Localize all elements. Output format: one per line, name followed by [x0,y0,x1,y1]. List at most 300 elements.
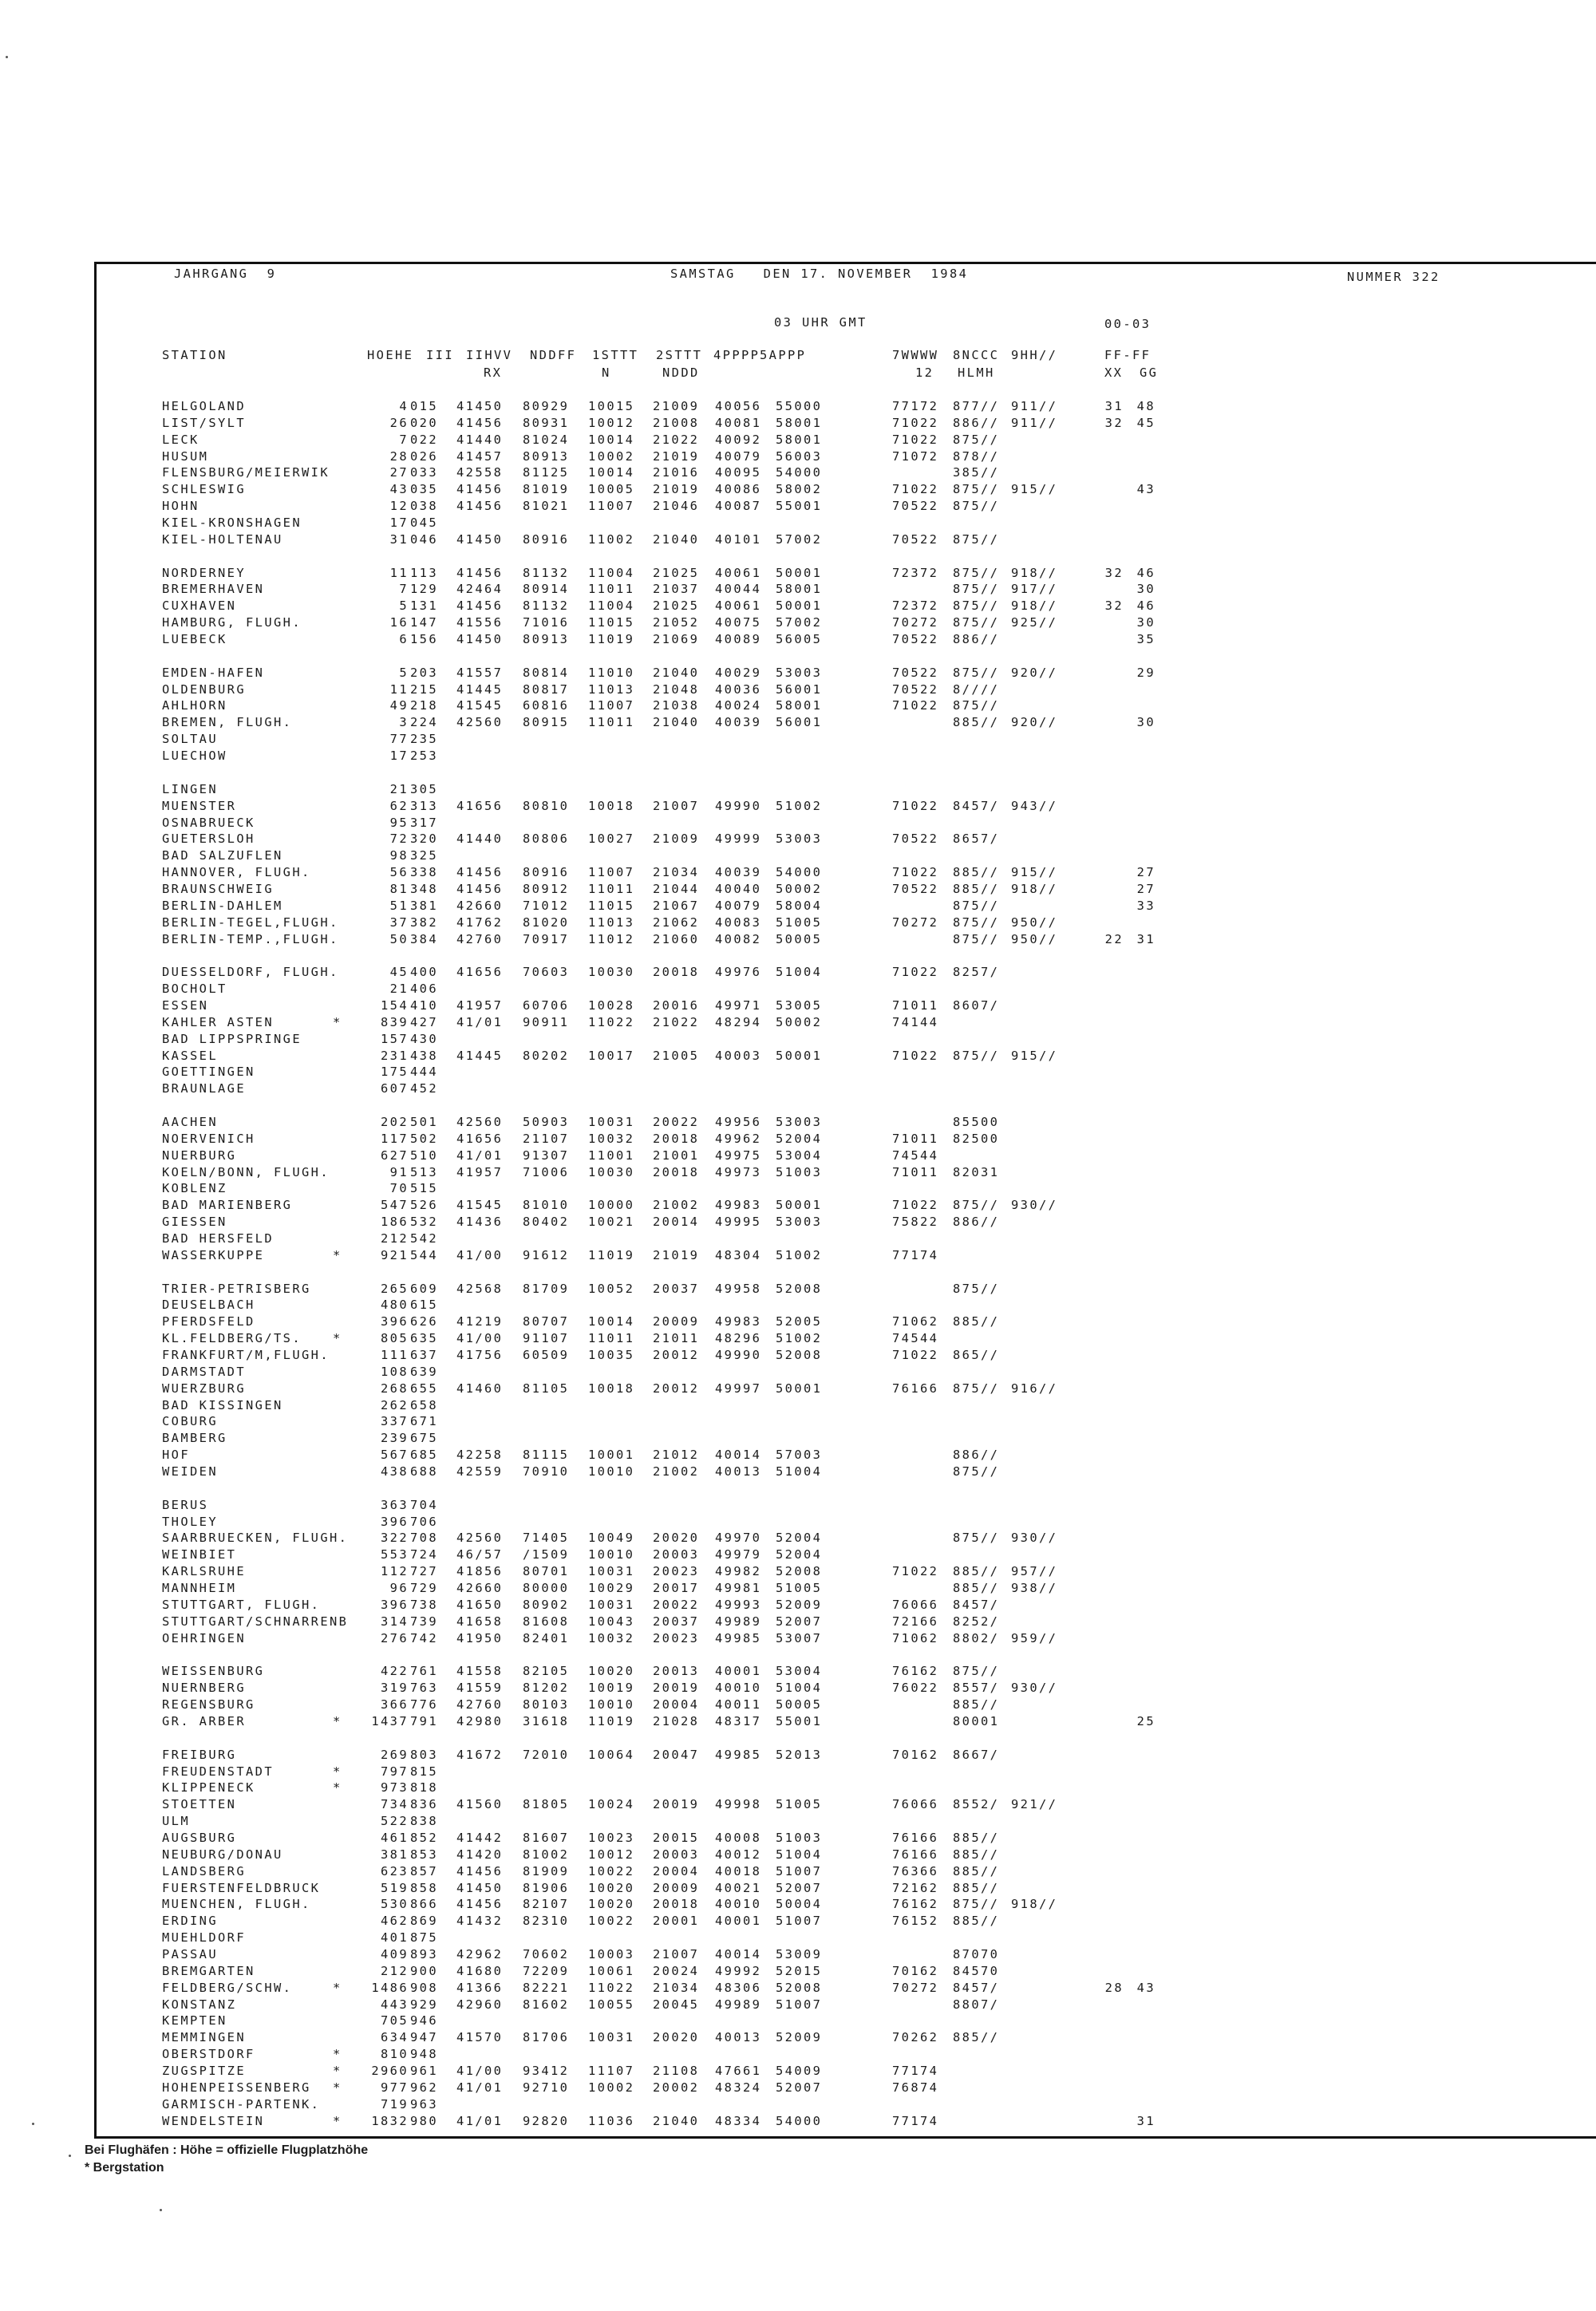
cell-iii: 962 [410,2080,438,2095]
cell-hoehe: 319 [381,1681,409,1696]
cell-4pppp: 40014 [715,1946,762,1961]
cell-station: FELDBERG/SCHW. [162,1980,293,1995]
table-row [0,1231,1596,1247]
cell-iii: 215 [410,681,438,697]
cell-nddff: 80915 [523,715,570,730]
column-subheader: 12 [915,365,934,380]
table-row [0,1681,1596,1697]
cell-9hh: 925// [1011,615,1058,630]
cell-5appp: 51002 [776,798,823,813]
cell-iii: 675 [410,1431,438,1446]
cell-iii: 818 [410,1780,438,1795]
table-row [0,482,1596,498]
cell-8nccc: 8252/ [953,1614,1000,1629]
cell-8nccc: 885// [953,1581,1000,1596]
cell-2sttt: 20018 [653,1131,700,1146]
cell-station: THOLEY [162,1514,218,1529]
table-row [0,1930,1596,1946]
cell-iihvv: 41456 [456,565,504,580]
cell-2sttt: 20037 [653,1614,700,1629]
cell-8nccc: 877// [953,399,1000,413]
cell-nddff: 80000 [523,1581,570,1596]
cell-5appp: 57002 [776,615,823,630]
table-row [0,1065,1596,1080]
cell-nddff: 82105 [523,1664,570,1679]
cell-nddff: 31618 [523,1713,570,1728]
cell-5appp: 52007 [776,1614,823,1629]
cell-nddff: 80806 [523,832,570,847]
cell-nddff: 80810 [523,798,570,813]
cell-1sttt: 11012 [588,931,635,946]
cell-hoehe: 154 [381,997,409,1013]
cell-hoehe: 4 [399,399,409,413]
cell-1sttt: 10002 [588,2080,635,2095]
cell-1sttt: 10020 [588,1897,635,1912]
table-row [0,2030,1596,2046]
cell-9hh: 911// [1011,415,1058,430]
cell-hoehe: 81 [389,881,409,896]
cell-4pppp: 40061 [715,598,762,614]
cell-5appp: 53004 [776,1664,823,1679]
cell-9hh: 920// [1011,715,1058,730]
cell-7wwww: 75822 [892,1215,939,1230]
cell-1sttt: 11001 [588,1148,635,1163]
table-row [0,1531,1596,1547]
cell-1sttt: 10032 [588,1131,635,1146]
cell-station: OLDENBURG [162,681,246,697]
cell-iihvv: 41680 [456,1963,504,1978]
cell-8nccc: 885// [953,1847,1000,1862]
cell-4pppp: 40036 [715,681,762,697]
cell-nddff: 80912 [523,881,570,896]
column-header: 8NCCC [953,348,1000,362]
cell-5appp: 51004 [776,1847,823,1862]
cell-2sttt: 20003 [653,1547,700,1562]
cell-station: WUERZBURG [162,1381,246,1396]
cell-8nccc: 8552/ [953,1797,1000,1812]
table-row [0,465,1596,481]
cell-7wwww: 76162 [892,1664,939,1679]
cell-7wwww: 71022 [892,965,939,980]
cell-4pppp: 40012 [715,1847,762,1862]
cell-7wwww: 71022 [892,698,939,713]
cell-1sttt: 10015 [588,399,635,413]
cell-7wwww: 70522 [892,832,939,847]
scan-speck [69,2155,71,2157]
cell-7wwww: 70272 [892,615,939,630]
cell-iii: 317 [410,815,438,830]
cell-iii: 900 [410,1963,438,1978]
cell-7wwww: 70272 [892,915,939,930]
cell-7wwww: 72166 [892,1614,939,1629]
cell-8nccc: 8457/ [953,1980,1000,1995]
cell-2sttt: 21028 [653,1713,700,1728]
row-spacer [0,1731,1596,1747]
cell-1sttt: 10031 [588,2030,635,2045]
cell-2sttt: 20009 [653,1314,700,1329]
cell-4pppp: 49998 [715,1797,762,1812]
table-row [0,1032,1596,1048]
cell-iii: 406 [410,982,438,997]
cell-1sttt: 10012 [588,1847,635,1862]
footnote-airport: Bei Flughäfen : Höhe = offizielle Flugplatzhöhe [85,2143,369,2157]
cell-hoehe: 108 [381,1364,409,1379]
cell-iii: 430 [410,1031,438,1046]
cell-hoehe: 5 [399,665,409,680]
row-spacer [0,1648,1596,1664]
cell-station: BERLIN-DAHLEM [162,898,283,913]
cell-9hh: 930// [1011,1681,1058,1696]
table-row [0,816,1596,832]
cell-2sttt: 20001 [653,1914,700,1929]
cell-7wwww: 74544 [892,1331,939,1346]
cell-ff-gg: 30 [1136,615,1156,630]
cell-4pppp: 40024 [715,698,762,713]
table-row [0,782,1596,798]
cell-nddff: 81019 [523,482,570,497]
cell-iihvv: 41856 [456,1564,504,1579]
cell-nddff: 91107 [523,1331,570,1346]
table-row [0,1365,1596,1381]
footnote-mountain: * Bergstation [85,2161,164,2175]
cell-4pppp: 49970 [715,1531,762,1546]
cell-station: BAMBERG [162,1431,227,1446]
cell-hoehe: 719 [381,2096,409,2112]
cell-5appp: 51003 [776,1164,823,1179]
cell-4pppp: 40095 [715,465,762,480]
cell-2sttt: 20012 [653,1348,700,1363]
cell-nddff: 81132 [523,598,570,614]
cell-8nccc: 8257/ [953,965,1000,980]
cell-hoehe: 705 [381,2013,409,2029]
cell-iihvv: 41/00 [456,1247,504,1262]
cell-hoehe: 480 [381,1298,409,1313]
cell-station: ZUGSPITZE [162,2064,246,2078]
cell-nddff: 81709 [523,1281,570,1296]
cell-hoehe: 396 [381,1314,409,1329]
cell-iihvv: 41/00 [456,2064,504,2078]
cell-5appp: 51004 [776,965,823,980]
cell-2sttt: 21048 [653,681,700,697]
cell-5appp: 55001 [776,499,823,514]
cell-1sttt: 11011 [588,881,635,896]
cell-hoehe: 262 [381,1397,409,1412]
cell-5appp: 53005 [776,997,823,1013]
cell-8nccc: 885// [953,1880,1000,1895]
cell-iii: 235 [410,732,438,747]
cell-station: DEUSELBACH [162,1298,255,1313]
cell-mountain-flag: * [333,1713,342,1728]
cell-mountain-flag: * [333,1014,342,1029]
cell-iii: 858 [410,1880,438,1895]
cell-nddff: 81602 [523,1997,570,2012]
table-row [0,1115,1596,1131]
cell-hoehe: 7 [399,432,409,447]
cell-5appp: 56003 [776,448,823,464]
cell-station: LUECHOW [162,749,227,764]
cell-hoehe: 839 [381,1014,409,1029]
cell-hoehe: 31 [389,531,409,547]
cell-station: HAMBURG, FLUGH. [162,615,302,630]
cell-4pppp: 40044 [715,582,762,597]
period-label: 00-03 [1104,317,1152,331]
table-row [0,749,1596,764]
cell-hoehe: 6 [399,632,409,647]
column-subheader: GG [1140,365,1159,380]
table-row [0,1498,1596,1514]
cell-nddff: 90911 [523,1014,570,1029]
table-row [0,1448,1596,1464]
cell-station: REGENSBURG [162,1697,255,1713]
cell-iii: 708 [410,1531,438,1546]
cell-9hh: 943// [1011,798,1058,813]
table-row [0,1914,1596,1930]
cell-5appp: 50005 [776,931,823,946]
cell-iii: 156 [410,632,438,647]
cell-nddff: 80913 [523,448,570,464]
table-row [0,865,1596,881]
cell-7wwww: 71022 [892,432,939,447]
cell-nddff: 92710 [523,2080,570,2095]
cell-7wwww: 77174 [892,2064,939,2078]
cell-iii: 224 [410,715,438,730]
cell-hoehe: 438 [381,1464,409,1479]
cell-station: MUENCHEN, FLUGH. [162,1897,311,1912]
cell-nddff: 60706 [523,997,570,1013]
cell-2sttt: 20002 [653,2080,700,2095]
cell-ff-gg: 48 [1136,399,1156,413]
cell-hoehe: 95 [389,815,409,830]
cell-iii: 727 [410,1564,438,1579]
cell-station: AUGSBURG [162,1830,237,1845]
cell-1sttt: 10010 [588,1464,635,1479]
cell-7wwww: 77174 [892,1247,939,1262]
cell-station: STOETTEN [162,1797,237,1812]
cell-iihvv: 42560 [456,1114,504,1129]
cell-iihvv: 41456 [456,881,504,896]
table-row [0,499,1596,515]
table-row [0,915,1596,931]
cell-nddff: 80103 [523,1697,570,1713]
table-row [0,2097,1596,2113]
cell-1sttt: 11011 [588,582,635,597]
cell-hoehe: 322 [381,1531,409,1546]
cell-iii: 869 [410,1914,438,1929]
table-row [0,1198,1596,1214]
cell-4pppp: 48304 [715,1247,762,1262]
cell-2sttt: 21007 [653,1946,700,1961]
cell-iii: 203 [410,665,438,680]
cell-4pppp: 40008 [715,1830,762,1845]
cell-iii: 035 [410,482,438,497]
column-header: 7WWWW [892,348,939,362]
cell-iihvv: 42559 [456,1464,504,1479]
cell-iii: 305 [410,781,438,796]
cell-station: KLIPPENECK [162,1780,255,1795]
cell-8nccc: 886// [953,632,1000,647]
cell-iii: 763 [410,1681,438,1696]
cell-2sttt: 21044 [653,881,700,896]
cell-hoehe: 607 [381,1081,409,1096]
cell-8nccc: 875// [953,1464,1000,1479]
cell-iii: 022 [410,432,438,447]
cell-nddff: 70603 [523,965,570,980]
cell-station: BAD MARIENBERG [162,1198,293,1213]
cell-8nccc: 875// [953,482,1000,497]
table-row [0,1314,1596,1330]
cell-iihvv: 41656 [456,798,504,813]
cell-iihvv: 42660 [456,898,504,913]
cell-4pppp: 48294 [715,1014,762,1029]
cell-nddff: 81125 [523,465,570,480]
cell-station: KASSEL [162,1048,218,1063]
cell-1sttt: 10027 [588,832,635,847]
cell-4pppp: 40092 [715,432,762,447]
cell-hoehe: 265 [381,1281,409,1296]
cell-station: BERLIN-TEMP.,FLUGH. [162,931,339,946]
cell-iii: 501 [410,1114,438,1129]
table-row [0,1981,1596,1997]
cell-4pppp: 48334 [715,2113,762,2128]
cell-2sttt: 21040 [653,2113,700,2128]
cell-nddff: 72209 [523,1963,570,1978]
cell-iii: 129 [410,582,438,597]
cell-4pppp: 40087 [715,499,762,514]
cell-nddff: 80814 [523,665,570,680]
cell-4pppp: 49999 [715,832,762,847]
cell-5appp: 57003 [776,1448,823,1463]
cell-9hh: 915// [1011,865,1058,880]
cell-5appp: 52009 [776,2030,823,2045]
cell-4pppp: 48306 [715,1980,762,1995]
cell-4pppp: 40089 [715,632,762,647]
table-row [0,1964,1596,1980]
table-row [0,1464,1596,1480]
cell-iihvv: 41762 [456,915,504,930]
cell-station: DARMSTADT [162,1364,246,1379]
cell-hoehe: 49 [389,698,409,713]
cell-1sttt: 10024 [588,1797,635,1812]
cell-8nccc: 875// [953,1664,1000,1679]
cell-2sttt: 20014 [653,1215,700,1230]
cell-2sttt: 20037 [653,1281,700,1296]
cell-nddff: 81608 [523,1614,570,1629]
cell-ff-xx: 31 [1104,399,1124,413]
cell-hoehe: 2960 [371,2064,409,2078]
cell-station: FUERSTENFELDBRUCK [162,1880,321,1895]
cell-5appp: 53003 [776,1215,823,1230]
cell-iii: 320 [410,832,438,847]
cell-2sttt: 21002 [653,1464,700,1479]
table-row [0,1015,1596,1031]
cell-hoehe: 409 [381,1946,409,1961]
cell-iihvv: 41658 [456,1614,504,1629]
cell-8nccc: 875// [953,898,1000,913]
cell-nddff: 82310 [523,1914,570,1929]
cell-hoehe: 72 [389,832,409,847]
cell-2sttt: 20015 [653,1830,700,1845]
issue-number: NUMMER 322 [1347,270,1440,284]
cell-7wwww: 76066 [892,1597,939,1612]
cell-2sttt: 20022 [653,1597,700,1612]
cell-9hh: 921// [1011,1797,1058,1812]
cell-hoehe: 401 [381,1930,409,1946]
cell-8nccc: 885// [953,865,1000,880]
cell-7wwww: 70162 [892,1963,939,1978]
cell-iihvv: 41450 [456,1880,504,1895]
cell-iihvv: 41456 [456,598,504,614]
date-label: SAMSTAG DEN 17. NOVEMBER 1984 [670,267,969,281]
table-row [0,1581,1596,1597]
cell-7wwww: 70522 [892,499,939,514]
cell-7wwww: 71022 [892,798,939,813]
column-header: 9HH// [1011,348,1058,362]
cell-station: HUSUM [162,448,209,464]
cell-station: MEMMINGEN [162,2030,246,2045]
cell-station: LIST/SYLT [162,415,246,430]
cell-ff-gg: 33 [1136,898,1156,913]
cell-ff-gg: 27 [1136,865,1156,880]
cell-5appp: 58001 [776,432,823,447]
cell-iihvv: 41450 [456,531,504,547]
cell-hoehe: 12 [389,499,409,514]
cell-1sttt: 11036 [588,2113,635,2128]
cell-iii: 526 [410,1198,438,1213]
cell-ff-xx: 32 [1104,565,1124,580]
cell-iii: 875 [410,1930,438,1946]
cell-2sttt: 21069 [653,632,700,647]
cell-8nccc: 875// [953,665,1000,680]
cell-hoehe: 231 [381,1048,409,1063]
cell-hoehe: 21 [389,781,409,796]
cell-iihvv: 42760 [456,931,504,946]
cell-nddff: 81706 [523,2030,570,2045]
cell-2sttt: 21011 [653,1331,700,1346]
cell-iihvv: 42258 [456,1448,504,1463]
cell-5appp: 52009 [776,1597,823,1612]
cell-1sttt: 10021 [588,1215,635,1230]
cell-2sttt: 21025 [653,598,700,614]
cell-iihvv: 41756 [456,1348,504,1363]
cell-5appp: 55000 [776,399,823,413]
cell-4pppp: 49962 [715,1131,762,1146]
cell-7wwww: 72162 [892,1880,939,1895]
cell-hoehe: 627 [381,1148,409,1163]
cell-station: BERLIN-TEGEL,FLUGH. [162,915,339,930]
cell-iii: 348 [410,881,438,896]
cell-1sttt: 10043 [588,1614,635,1629]
table-row [0,399,1596,415]
cell-7wwww: 71011 [892,1164,939,1179]
cell-nddff: 81021 [523,499,570,514]
cell-station: WENDELSTEIN [162,2113,265,2128]
table-row [0,1215,1596,1231]
cell-iii: 980 [410,2113,438,2128]
cell-1sttt: 11007 [588,499,635,514]
cell-5appp: 52004 [776,1131,823,1146]
cell-8nccc: 82500 [953,1131,1000,1146]
cell-nddff: 80914 [523,582,570,597]
cell-2sttt: 21022 [653,1014,700,1029]
cell-5appp: 58001 [776,415,823,430]
cell-5appp: 54000 [776,2113,823,2128]
cell-nddff: 91307 [523,1148,570,1163]
cell-station: KL.FELDBERG/TS. [162,1331,302,1346]
cell-ff-gg: 27 [1136,881,1156,896]
cell-8nccc: 8657/ [953,832,1000,847]
cell-station: GOETTINGEN [162,1065,255,1080]
cell-nddff: 81805 [523,1797,570,1812]
